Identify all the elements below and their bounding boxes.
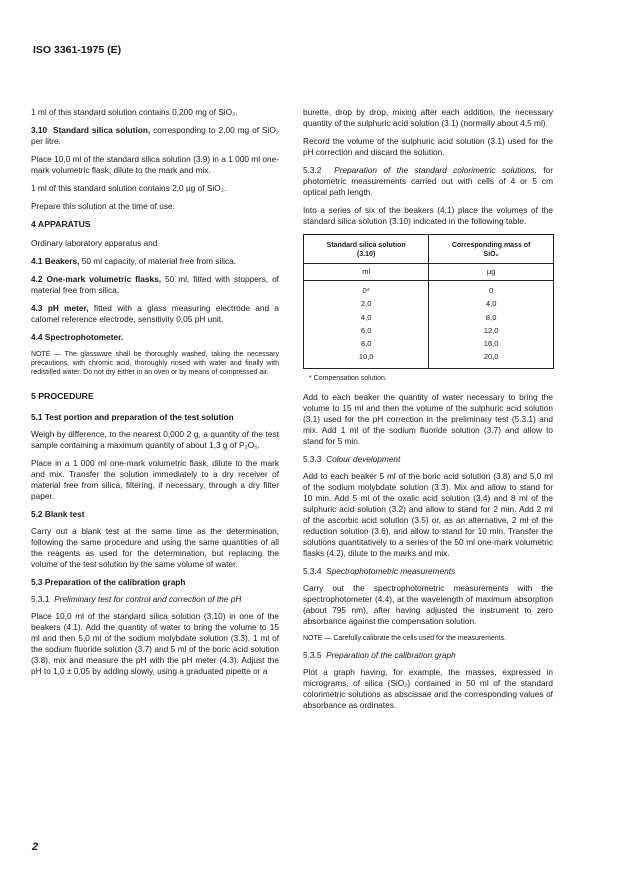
column-title: Corresponding mass of: [451, 242, 531, 249]
section-number: 5.3.2: [303, 165, 322, 175]
table-value: 10,0: [358, 352, 374, 362]
section-4-2: [31, 274, 279, 296]
unit-cell: ml: [304, 264, 429, 281]
left-column: [31, 107, 279, 684]
section-5-3-2: [303, 165, 553, 198]
table-header-cell: [429, 235, 554, 264]
table-value: 4,0: [485, 299, 497, 309]
section-number: 3.10: [31, 125, 48, 135]
paragraph: Into a series of six of the beakers (4.1) place the volumes of the standard silica solution (3.10) indicated in the following table.: [303, 205, 553, 226]
table-header-cell: [304, 235, 429, 264]
paragraph: 1 ml of this standard solution contains 2,0 µg of SiO₂.: [31, 183, 227, 193]
table-unit-row: [304, 264, 554, 281]
volume-values-cell: [304, 281, 429, 369]
paragraph: Plot a graph having, for example, the masses, expressed in micrograms, of silica (SiO₂) contained in 50 ml of the standard colorimetric solutions as abscissae and the corresponding values of absorbance as ordinates.: [303, 666, 553, 710]
section-heading-apparatus: 4 APPARATUS: [31, 219, 91, 229]
column-formula: SiO₂: [483, 251, 499, 258]
paragraph: burette, drop by drop, mixing after each addition, the necessary quantity of the sulphuric acid solution (3.1) (normally about 4,5 ml).: [303, 107, 553, 128]
table-value: 8,0: [360, 339, 372, 349]
section-title: 4.3 pH meter,: [31, 303, 89, 313]
section-5-3-1-title: [31, 594, 279, 605]
section-text: corresponding to 2,00 mg of SiO₂ per litre.: [31, 125, 279, 146]
section-4-4: 4.4 Spectrophotometer.: [31, 332, 124, 342]
table-header-row: [304, 235, 554, 264]
page-header: ISO 3361-1975 (E): [33, 44, 122, 56]
column-title: Standard silica solution: [326, 242, 406, 249]
section-4-3: [31, 303, 279, 325]
table-value: 16,0: [483, 339, 499, 349]
right-column: [303, 107, 553, 718]
section-number: 5.3.4: [303, 565, 322, 576]
table-row: [304, 281, 554, 369]
mass-values-cell: [429, 281, 554, 369]
section-5-3-title: 5.3 Preparation of the calibration graph: [31, 577, 186, 587]
table-value: 8,0: [485, 312, 497, 322]
section-title: Preliminary test for control and correction of the pH: [54, 594, 242, 604]
table-footnote: * Compensation solution.: [309, 374, 387, 382]
section-number: 5.3.5: [303, 649, 322, 660]
section-5-3-5-title: [303, 650, 553, 661]
unit-cell: µg: [429, 264, 554, 281]
table-value: 0*: [362, 286, 370, 295]
section-number: 5.3.1: [31, 594, 50, 604]
paragraph: Record the volume of the sulphuric acid solution (3.1) used for the pH correction and discard the solution.: [303, 136, 553, 157]
page-number: 2: [32, 841, 39, 853]
paragraph: Add to each beaker 5 ml of the boric acid solution (3.8) and 5,0 ml of the sodium molybdate solution (3.3). Mix and allow to stand for 10 min. Add 5 ml of the oxalic acid solution (3.4) and 8 ml of the sulphuric acid solution (3.2) and allow to stand for 2 min. Add 2 ml of the ascorbic acid solution (3.5) or, as an alternative, 2 ml of the reduction solution (3.6), and allow to stand for 10 min. Transfer the solutions quantitatively to a series of the 50 ml one-mark volumetric flasks (4.2), dilute to the marks and mix.: [303, 470, 553, 558]
section-title: Preparation of the standard colorimetric solutions,: [334, 165, 537, 175]
paragraph: Ordinary laboratory apparatus and: [31, 238, 158, 248]
paragraph: Place 10,0 ml of the standard silica solution (3.9) in a 1 000 ml one-mark volumetric flask, dilute to the mark and mix.: [31, 154, 279, 175]
section-5-2-title: 5.2 Blank test: [31, 509, 85, 519]
section-title: Spectrophotometric measurements: [326, 565, 456, 576]
section-title: 4.1 Beakers,: [31, 256, 80, 266]
section-5-3-4-title: [303, 566, 553, 577]
paragraph: Prepare this solution at the time of use.: [31, 201, 175, 211]
section-text: for photometric measurements carried out with cells of 4 or 5 cm optical path length.: [303, 165, 553, 197]
section-heading-procedure: 5 PROCEDURE: [31, 391, 94, 401]
column-reference: (3.10): [356, 251, 376, 258]
table-value: 0: [489, 286, 494, 295]
section-4-1: [31, 256, 279, 267]
section-title: Preparation of the calibration graph: [326, 649, 456, 660]
note: NOTE — The glassware shall be thoroughly washed, taking the necessary precautions, with chromic acid, thoroughly rinsed with water and finally with redistilled water. Do not dry either in an oven or by means of compressed air.: [31, 351, 279, 376]
section-3-10: [31, 125, 279, 147]
paragraph: Weigh by difference, to the nearest 0,000 2 g, a quantity of the test sample containing a maximum quantity of about 1,3 g of P₂O₅.: [31, 429, 279, 450]
paragraph: Add to each beaker the quantity of water necessary to bring the volume to 15 ml and then the volume of the sulphuric acid solution (3.1) used for the pH correction in the preliminary test (5.3.1) and mix. Add 1 ml of the sodium fluoride solution (3.7) and allow to stand for 5 min.: [303, 391, 553, 446]
section-text: 50 ml, fitted with stoppers, of material free from silica.: [31, 274, 279, 295]
section-title: 4.2 One-mark volumetric flasks,: [31, 274, 162, 284]
section-text: 50 ml capacity, of material free from silica.: [79, 256, 237, 266]
section-title: Standard silica solution,: [53, 125, 151, 135]
paragraph: Place 10,0 ml of the standard silica solution (3.10) in one of the beakers (4.1). Add the quantity of water to bring the volume to 15 ml and then 5,0 ml of the sodium molybdate solution (3.3), 1 ml of the sodium fluoride solution (3.7) and 5 ml of the boric acid solution (3.8), mix and measure the pH with the pH meter (4.3). Adjust the pH to 1,0 ± 0,05 by adding slowly, using a graduated pipette or a: [31, 611, 279, 676]
table-value: 4,0: [360, 312, 372, 322]
section-5-3-3-title: [303, 454, 553, 465]
paragraph: Place in a 1 000 ml one-mark volumetric flask, dilute to the mark and mix. Transfer the solution immediately to a dry receiver of material free from silica, filtering, if necessary, through a dry filter paper.: [31, 458, 279, 501]
note: NOTE — Carefully calibrate the cells used for the measurements.: [303, 634, 507, 642]
table-value: 6,0: [360, 325, 372, 335]
table-value: 20,0: [483, 352, 499, 362]
paragraph: 1 ml of this standard solution contains 0,200 mg of SiO₂.: [31, 107, 238, 117]
section-5-1-title: 5.1 Test portion and preparation of the test solution: [31, 412, 234, 422]
paragraph: Carry out a blank test at the same time as the determination, following the same procedure and using the same quantities of all the reagents as used for the determination, but replacing the volume of the test solution by the same volume of water.: [31, 526, 279, 569]
section-title: Colour development: [326, 453, 401, 464]
calibration-table: [303, 234, 554, 369]
table-value: 12,0: [483, 325, 499, 335]
table-value: 2,0: [360, 299, 372, 309]
paragraph: Carry out the spectrophotometric measurements with the spectrophotometer (4.4), at the wavelength of maximum absorption (about 795 nm), after having adjusted the instrument to zero absorbance against the compensation solution.: [303, 582, 553, 626]
section-number: 5.3.3: [303, 453, 322, 464]
section-text: fitted with a glass measuring electrode and a calomel reference electrode, sensitivity 0,05 pH unit.: [31, 303, 279, 324]
